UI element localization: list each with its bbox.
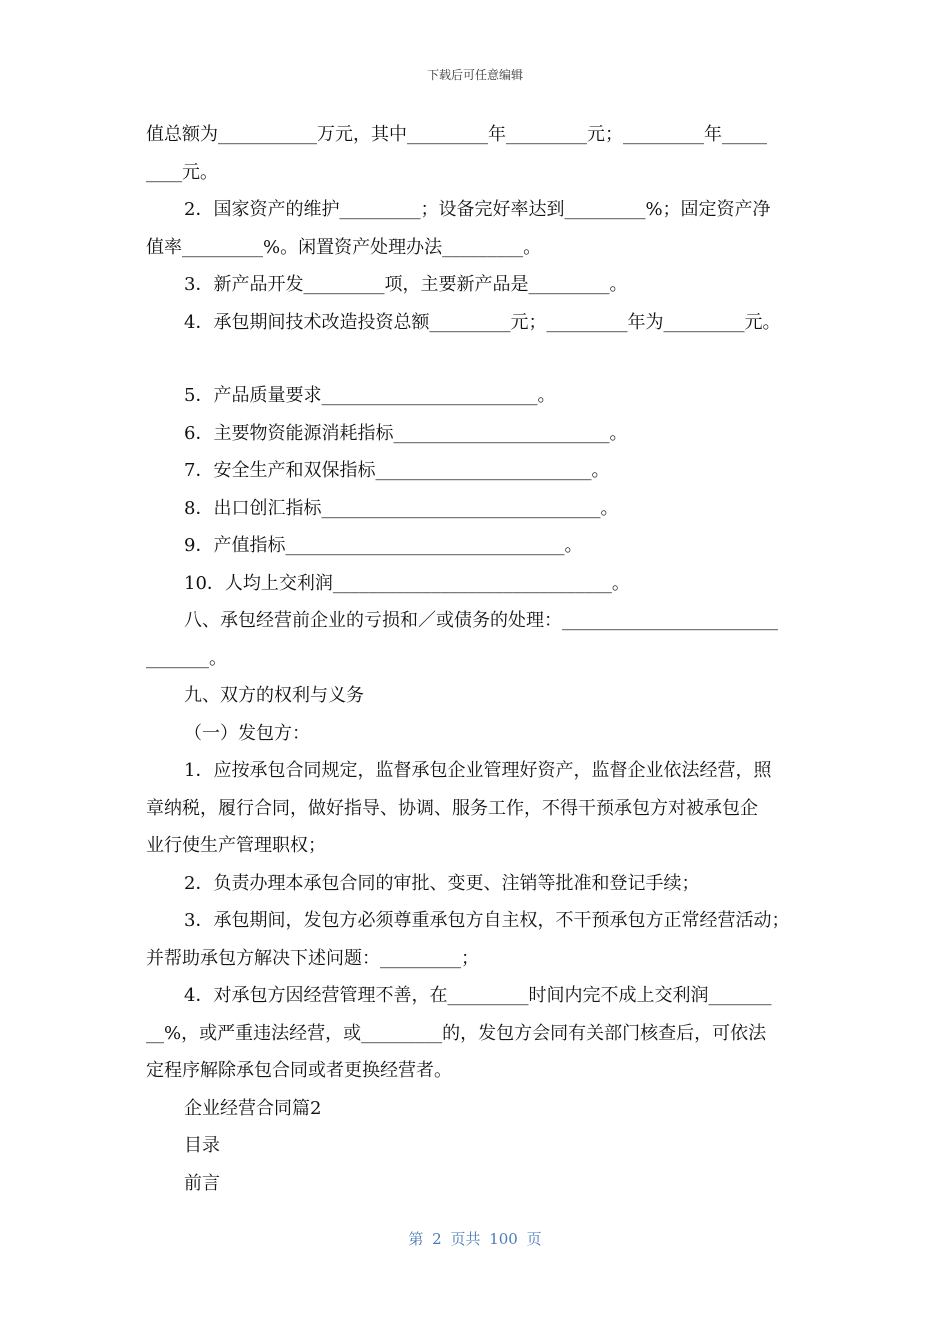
paragraph-line: 10．人均上交利润_______________________________。 bbox=[184, 572, 630, 594]
page-number-footer: 第 2 页共 100 页 bbox=[408, 1230, 542, 1248]
paragraph-line: 章纳税，履行合同，做好指导、协调、服务工作，不得干预承包方对被承包企 bbox=[146, 797, 758, 819]
section-heading: 九、双方的权利与义务 bbox=[184, 685, 364, 706]
paragraph-line: 2．负责办理本承包合同的审批、变更、注销等批准和登记手续； bbox=[184, 872, 700, 894]
paragraph-line: 业行使生产管理职权； bbox=[146, 835, 326, 856]
paragraph-line: 8．出口创汇指标_______________________________。 bbox=[184, 497, 619, 519]
preface-heading: 前言 bbox=[184, 1172, 220, 1194]
paragraph-line: 并帮助承包方解决下述问题：_________； bbox=[146, 947, 479, 969]
paragraph-line: _______。 bbox=[146, 647, 227, 669]
paragraph-line: 4．对承包方因经营管理不善，在_________时间内完不成上交利润_______ bbox=[184, 985, 772, 1006]
paragraph-line: __%，或严重违法经营，或_________的，发包方会同有关部门核查后，可依法 bbox=[146, 1022, 767, 1044]
paragraph-line: 5．产品质量要求________________________。 bbox=[184, 385, 556, 406]
document-title: 企业经营合同篇2 bbox=[184, 1097, 322, 1119]
blank-spacer bbox=[146, 341, 806, 377]
paragraph-line: 4．承包期间技术改造投资总额_________元；_________年为_________元。 bbox=[184, 311, 781, 333]
paragraph-line: 值总额为___________万元，其中_________年_________元；_________年_____ bbox=[146, 124, 767, 145]
paragraph-line: 3．承包期间，发包方必须尊重承包方自主权，不干预承包方正常经营活动； bbox=[184, 910, 790, 931]
paragraph-line: ____元。 bbox=[146, 161, 218, 183]
paragraph-line: 1．应按承包合同规定，监督承包企业管理好资产，监督企业依法经营，照 bbox=[184, 760, 772, 781]
paragraph-line: 定程序解除承包合同或者更换经营者。 bbox=[146, 1060, 452, 1081]
paragraph-line: 2．国家资产的维护_________；设备完好率达到_________%；固定资产净 bbox=[184, 199, 771, 220]
paragraph-line: 7．安全生产和双保指标________________________。 bbox=[184, 460, 610, 481]
toc-heading: 目录 bbox=[184, 1135, 220, 1156]
paragraph-line: 3．新产品开发_________项，主要新产品是_________。 bbox=[184, 274, 628, 295]
page-header-note: 下载后可任意编辑 bbox=[426, 68, 523, 82]
section-heading: 八、承包经营前企业的亏损和／或债务的处理：________________________ bbox=[184, 610, 778, 631]
paragraph-line: 6．主要物资能源消耗指标________________________。 bbox=[184, 422, 628, 444]
document-body bbox=[146, 116, 806, 1202]
paragraph-line: 9．产值指标_______________________________。 bbox=[184, 535, 583, 556]
paragraph-line: 值率_________%。闲置资产处理办法_________。 bbox=[146, 236, 542, 258]
subsection-heading: （一）发包方： bbox=[184, 722, 310, 744]
